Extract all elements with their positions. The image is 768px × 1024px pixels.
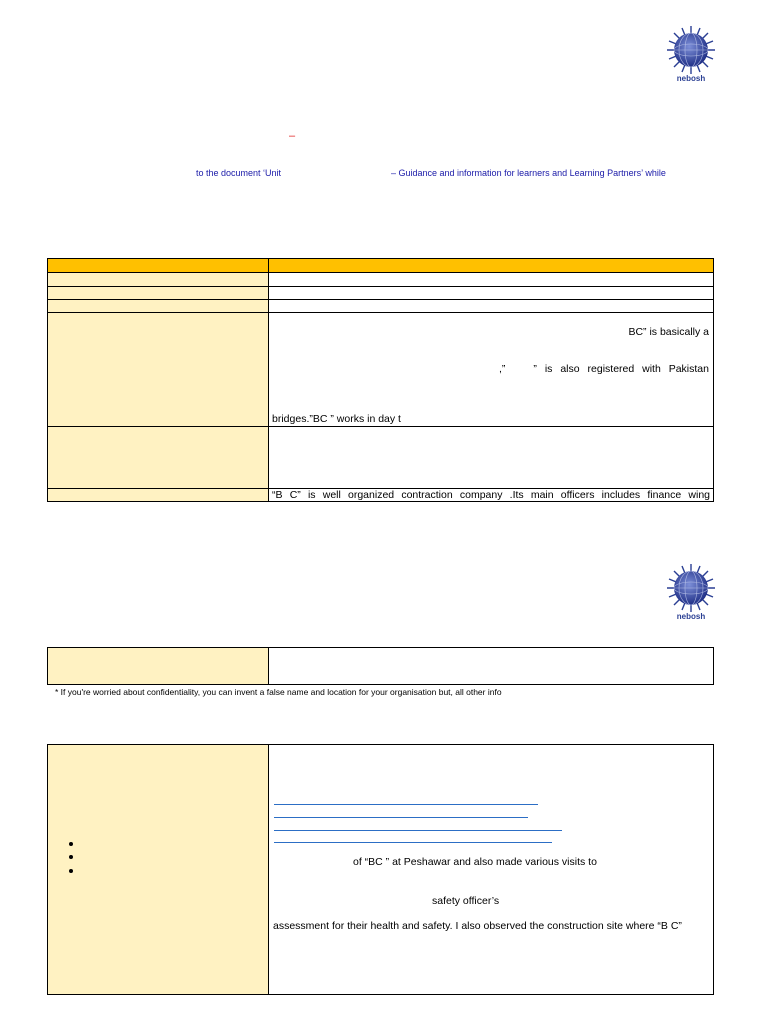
methods-line-3: assessment for their health and safety. I also observed the construction site where “B C” xyxy=(273,920,682,932)
table-header-row xyxy=(48,259,714,273)
logo-text: nebosh xyxy=(676,74,706,83)
description-line-3: bridges.”BC ” works in day t xyxy=(272,413,401,425)
hyperlink-underline[interactable] xyxy=(274,817,528,818)
table-row xyxy=(48,273,714,287)
structure-row xyxy=(48,489,714,502)
table-row xyxy=(48,427,714,489)
nebosh-logo xyxy=(664,25,718,83)
description-cell xyxy=(269,313,714,427)
bullet xyxy=(69,855,73,859)
intro-text-right: – Guidance and information for learners and Learning Partners’ while xyxy=(391,168,666,178)
methods-label-cell xyxy=(48,745,269,995)
bullet xyxy=(69,869,73,873)
description-line-2b: ” is also registered with Pakistan xyxy=(533,363,709,375)
methods-line-2: safety officer’s xyxy=(432,895,500,907)
hyperlink-underline[interactable] xyxy=(274,830,562,831)
hyperlink-underline[interactable] xyxy=(274,804,538,805)
logo-text: nebosh xyxy=(676,612,706,621)
nebosh-globe-icon xyxy=(666,563,716,613)
structure-text: “B C” is well organized contraction company .Its main officers includes finance wing xyxy=(272,489,710,501)
organisation-table xyxy=(47,258,714,502)
methods-content-cell xyxy=(269,745,714,995)
description-row xyxy=(48,313,714,427)
methods-table xyxy=(47,744,714,995)
table-row xyxy=(48,648,714,685)
methods-line-1: of “BC ” at Peshawar and also made various visits to xyxy=(353,856,597,868)
structure-cell xyxy=(269,489,714,502)
bullet xyxy=(69,842,73,846)
nebosh-logo xyxy=(664,563,718,621)
hyperlink-underline[interactable] xyxy=(274,842,552,843)
methods-row xyxy=(48,745,714,995)
nebosh-globe-icon xyxy=(666,25,716,75)
description-line-2a: ,” xyxy=(499,363,506,375)
table-row xyxy=(48,300,714,313)
name-location-table xyxy=(47,647,714,685)
red-dash: – xyxy=(289,130,296,142)
description-line-1: BC” is basically a xyxy=(628,326,709,338)
table-row xyxy=(48,287,714,300)
intro-text-left: to the document ‘Unit xyxy=(196,168,282,178)
confidentiality-footnote: * If you're worried about confidentiality, you can invent a false name and location for your organisation but, all other info xyxy=(55,687,502,697)
